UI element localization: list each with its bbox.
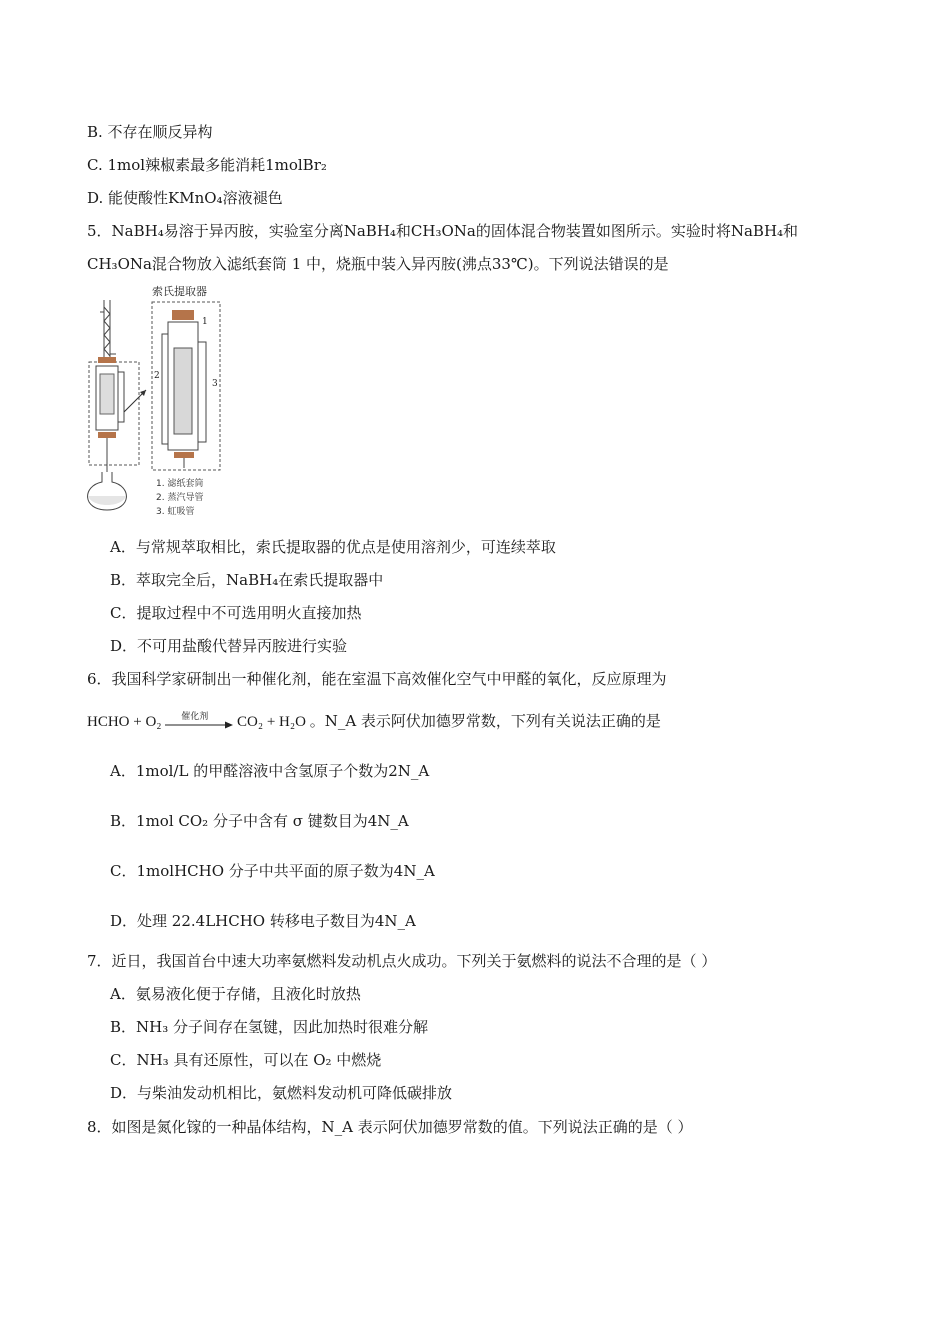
equation-products: CO₂ + H₂O: [237, 714, 306, 730]
q6-option-a: A．1mol/L 的甲醛溶液中含氢原子个数为2N_A: [110, 762, 430, 780]
q5-option-a: A．与常规萃取相比，索氏提取器的优点是使用溶剂少，可连续萃取: [110, 538, 556, 556]
legend-1: 1. 滤纸套筒: [156, 479, 204, 489]
q4-option-d: D. 能使酸性KMnO₄溶液褪色: [87, 189, 283, 207]
q7-option-a: A．氨易液化便于存储，且液化时放热: [110, 985, 361, 1003]
q5-stem-line1: 5．NaBH₄易溶于异丙胺，实验室分离NaBH₄和CH₃ONa的固体混合物装置如图所示。实验时将NaBH₄和: [87, 222, 799, 240]
q6-stem-line1: 6．我国科学家研制出一种催化剂，能在室温下高效催化空气中甲醛的氧化，反应原理为: [87, 670, 667, 688]
q5-option-d: D．不可用盐酸代替异丙胺进行实验: [110, 637, 348, 655]
q6-stem-line2: 。N_A 表示阿伏加德罗常数，下列有关说法正确的是: [309, 712, 661, 730]
arrow-icon: [165, 716, 233, 730]
right-extractor-detail: [162, 310, 206, 468]
q6-option-c: C．1molHCHO 分子中共平面的原子数为4N_A: [110, 862, 435, 880]
equation-reactants: HCHO + O₂: [87, 714, 162, 730]
q6-option-d: D．处理 22.4LHCHO 转移电子数目为4N_A: [110, 912, 416, 930]
q8-stem: 8．如图是氮化镓的一种晶体结构，N_A 表示阿伏加德罗常数的值。下列说法正确的是（ ）: [87, 1118, 693, 1136]
label-3: 3: [212, 379, 218, 389]
q5-option-c: C．提取过程中不可选用明火直接加热: [110, 604, 362, 622]
q4-option-c: C. 1mol辣椒素最多能消耗1molBr₂: [87, 156, 327, 174]
soxhlet-extractor-figure: [86, 282, 226, 522]
q7-option-c: C．NH₃ 具有还原性，可以在 O₂ 中燃烧: [110, 1051, 382, 1069]
q5-stem-line2: CH₃ONa混合物放入滤纸套筒 1 中，烧瓶中装入异丙胺(沸点33℃)。下列说法错误的是: [87, 255, 669, 273]
figure-title: 索氏提取器: [152, 285, 207, 298]
q7-stem: 7．近日，我国首台中速大功率氨燃料发动机点火成功。下列关于氨燃料的说法不合理的是（ ）: [87, 952, 717, 970]
left-extractor-body: [96, 357, 124, 472]
q6-option-b: B．1mol CO₂ 分子中含有 σ 键数目为4N_A: [110, 812, 409, 830]
reaction-arrow: [165, 711, 233, 730]
label-2: 2: [154, 371, 160, 381]
q6-equation: [87, 710, 661, 733]
q4-option-b: B. 不存在顺反异构: [87, 123, 213, 141]
label-1: 1: [202, 317, 208, 327]
legend-3: 3. 虹吸管: [156, 507, 195, 517]
round-bottom-flask: [88, 472, 127, 510]
legend-2: 2. 蒸汽导管: [156, 493, 204, 503]
catalyst-label: 催化剂: [181, 711, 209, 722]
q5-option-b: B．萃取完全后，NaBH₄在索氏提取器中: [110, 571, 384, 589]
q7-option-d: D．与柴油发动机相比，氨燃料发动机可降低碳排放: [110, 1084, 453, 1102]
condenser: [100, 300, 116, 362]
q7-option-b: B．NH₃ 分子间存在氢键，因此加热时很难分解: [110, 1018, 429, 1036]
